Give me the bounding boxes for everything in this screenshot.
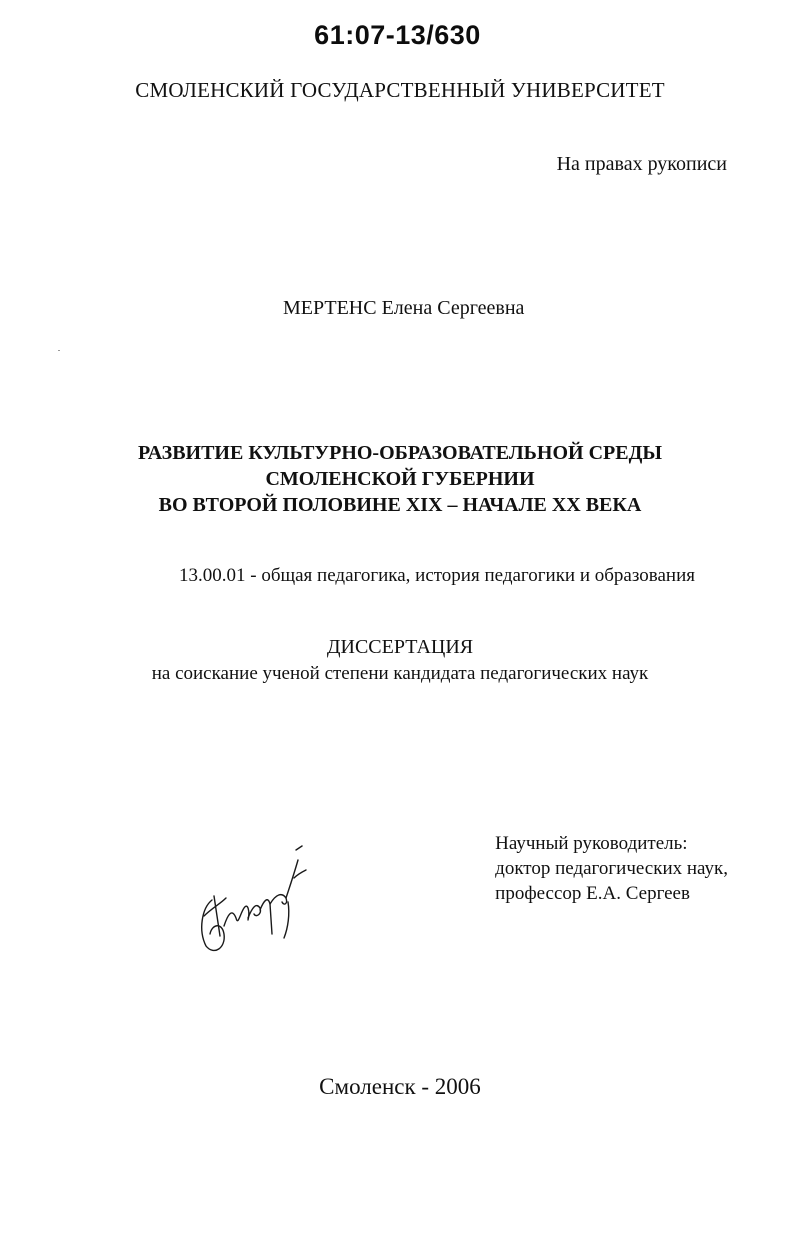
university-name: СМОЛЕНСКИЙ ГОСУДАРСТВЕННЫЙ УНИВЕРСИТЕТ [135, 78, 665, 102]
author-signature [190, 838, 320, 958]
advisor-degree: доктор педагогических наук, [495, 858, 728, 879]
author-name: МЕРТЕНС Елена Сергеевна [283, 297, 525, 319]
document-type: ДИССЕРТАЦИЯ [326, 636, 474, 658]
advisor-label: Научный руководитель: [495, 833, 688, 854]
specialty-code: 13.00.01 - общая педагогика, история педагогики и образования [179, 565, 695, 586]
dissertation-title [0, 440, 793, 518]
rights-note: На правах рукописи [556, 153, 727, 175]
scan-speck [58, 350, 60, 351]
catalog-id-stamp: 61:07-13/630 [314, 20, 481, 50]
title-line-2: СМОЛЕНСКОЙ ГУБЕРНИИ [265, 468, 535, 490]
title-line-1: РАЗВИТИЕ КУЛЬТУРНО-ОБРАЗОВАТЕЛЬНОЙ СРЕДЫ [138, 442, 662, 464]
city-year: Смоленск - 2006 [319, 1074, 481, 1099]
scientific-advisor [495, 831, 728, 906]
advisor-name: профессор Е.А. Сергеев [495, 883, 690, 904]
title-line-3: ВО ВТОРОЙ ПОЛОВИНЕ XIX – НАЧАЛЕ XX ВЕКА [158, 494, 642, 516]
degree-statement: на соискание ученой степени кандидата педагогических наук [151, 663, 649, 684]
